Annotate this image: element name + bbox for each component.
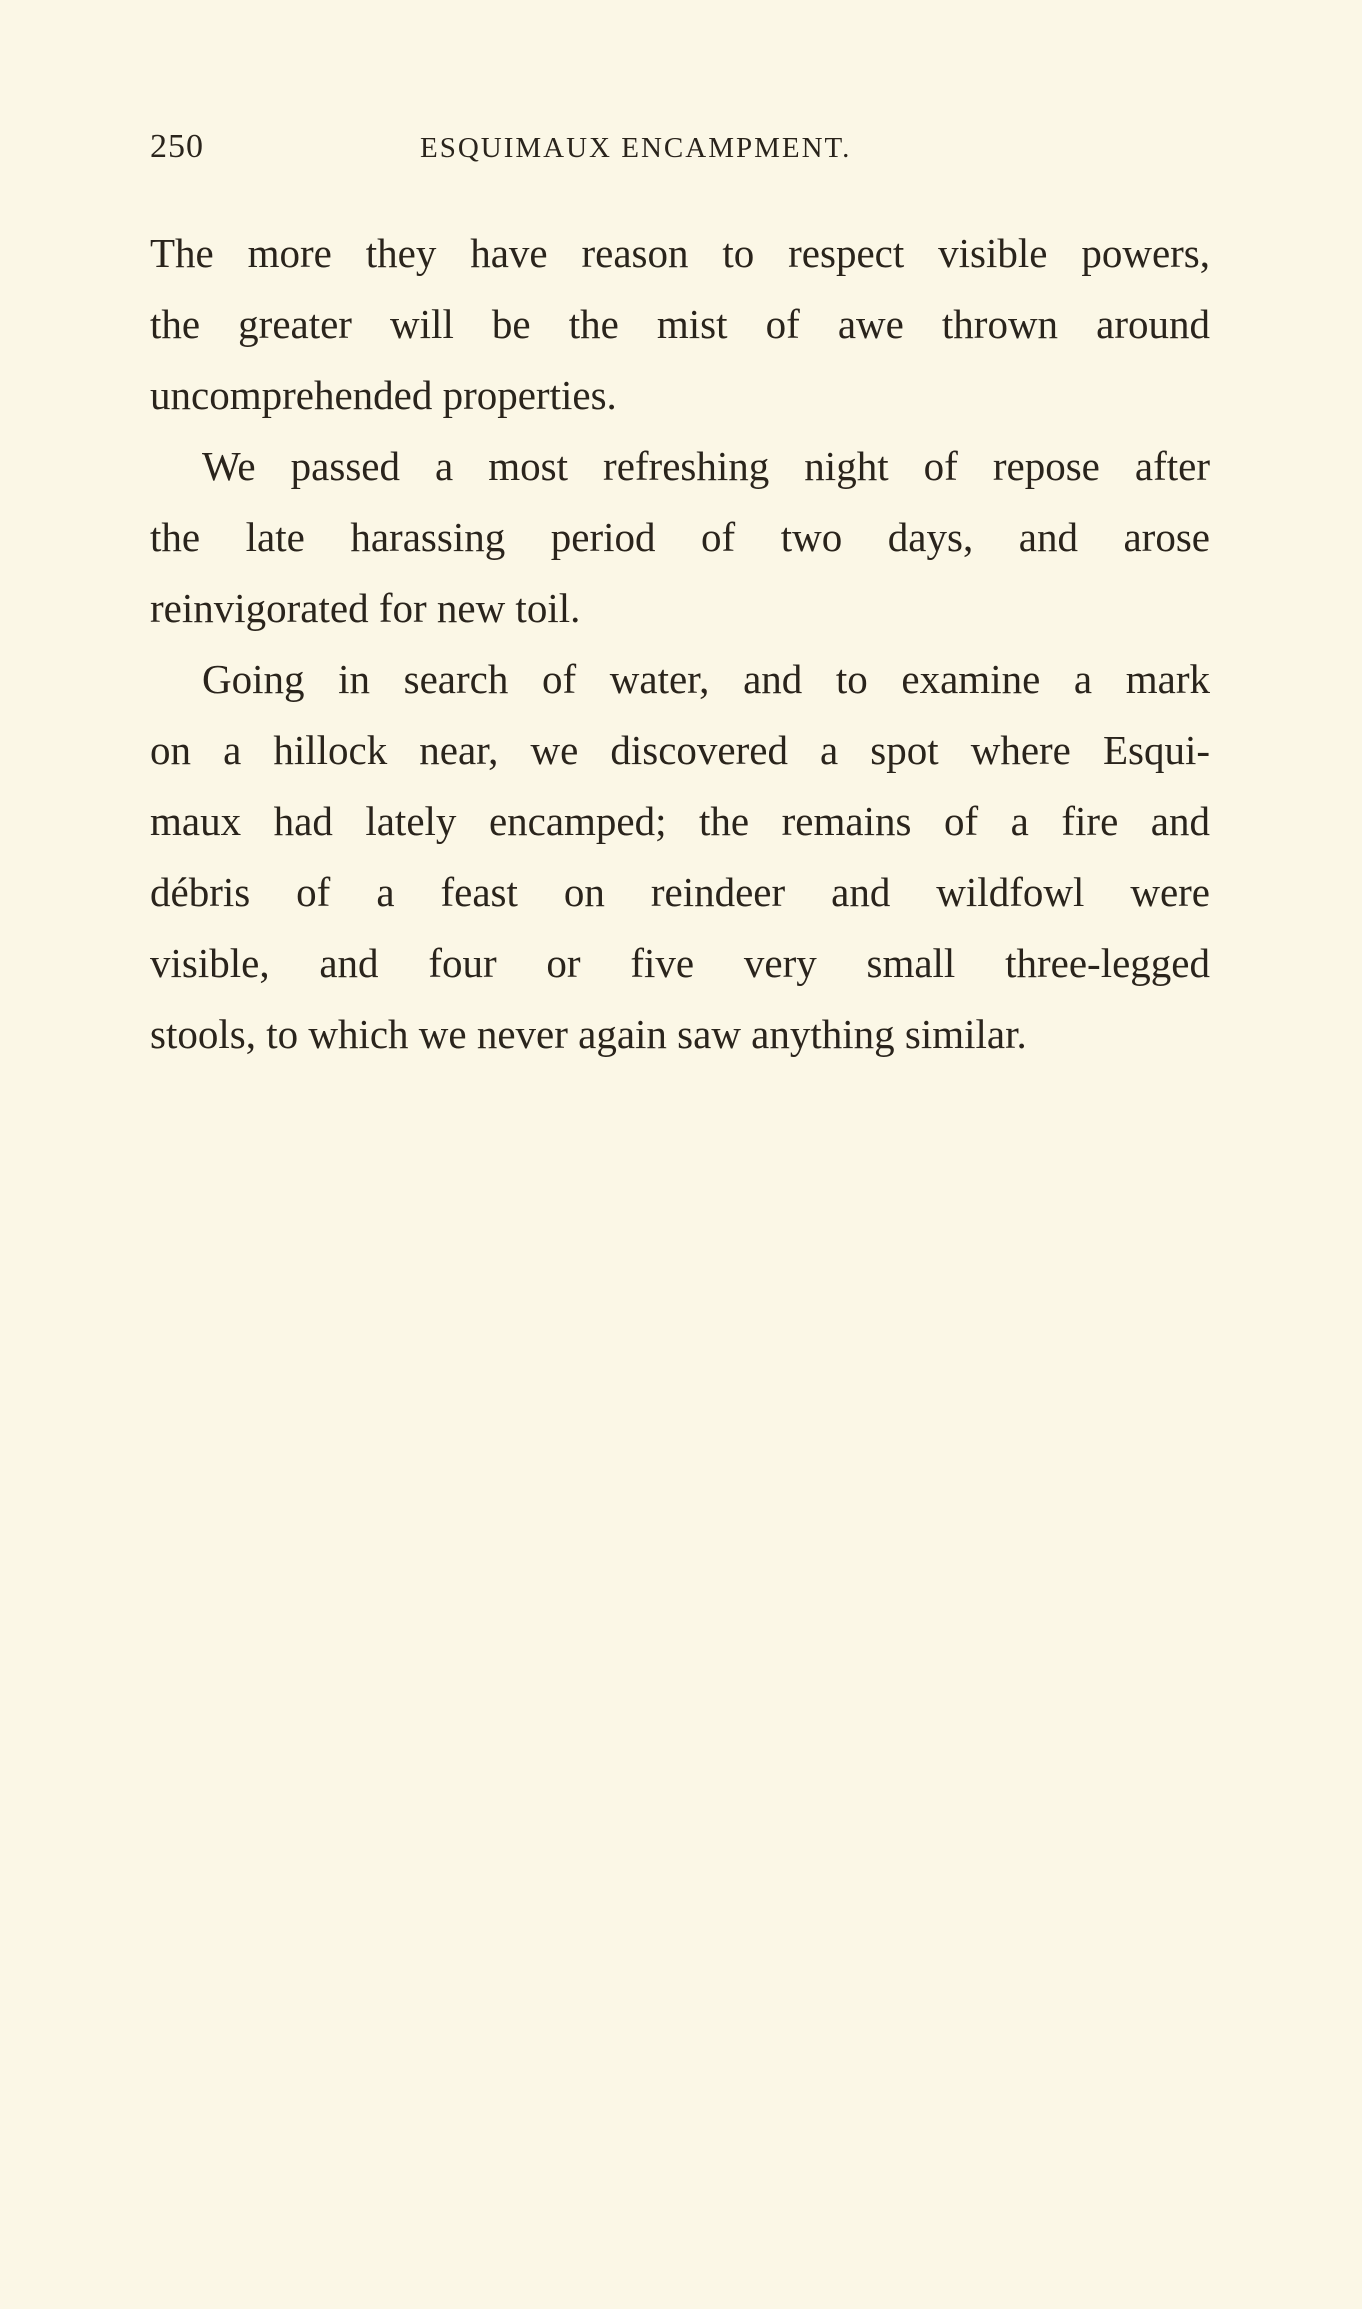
running-title: ESQUIMAUX ENCAMPMENT. (420, 132, 852, 164)
text-line: uncomprehended properties. (150, 372, 617, 418)
page-header (150, 128, 1210, 178)
text-line: visible, and four or five very small three-legged (150, 940, 1210, 986)
text-line: the late harassing period of two days, and arose (150, 514, 1210, 560)
text-line: reinvigorated for new toil. (150, 585, 581, 631)
paragraph (150, 431, 1210, 644)
text-line: maux had lately encamped; the remains of a fire and (150, 798, 1210, 844)
text-line: the greater will be the mist of awe thrown around (150, 301, 1210, 347)
text-line: Going in search of water, and to examine a mark (202, 656, 1210, 702)
text-line: We passed a most refreshing night of repose after (202, 443, 1210, 489)
text-line: on a hillock near, we discovered a spot where Esqui- (150, 727, 1210, 773)
text-line: stools, to which we never again saw anything similar. (150, 1011, 1027, 1057)
page-number: 250 (150, 128, 204, 165)
text-line: The more they have reason to respect visible powers, (150, 230, 1210, 276)
paragraph (150, 218, 1210, 431)
paragraph (150, 644, 1210, 1070)
text-line: débris of a feast on reindeer and wildfowl were (150, 869, 1210, 915)
body-text (150, 218, 1210, 1070)
